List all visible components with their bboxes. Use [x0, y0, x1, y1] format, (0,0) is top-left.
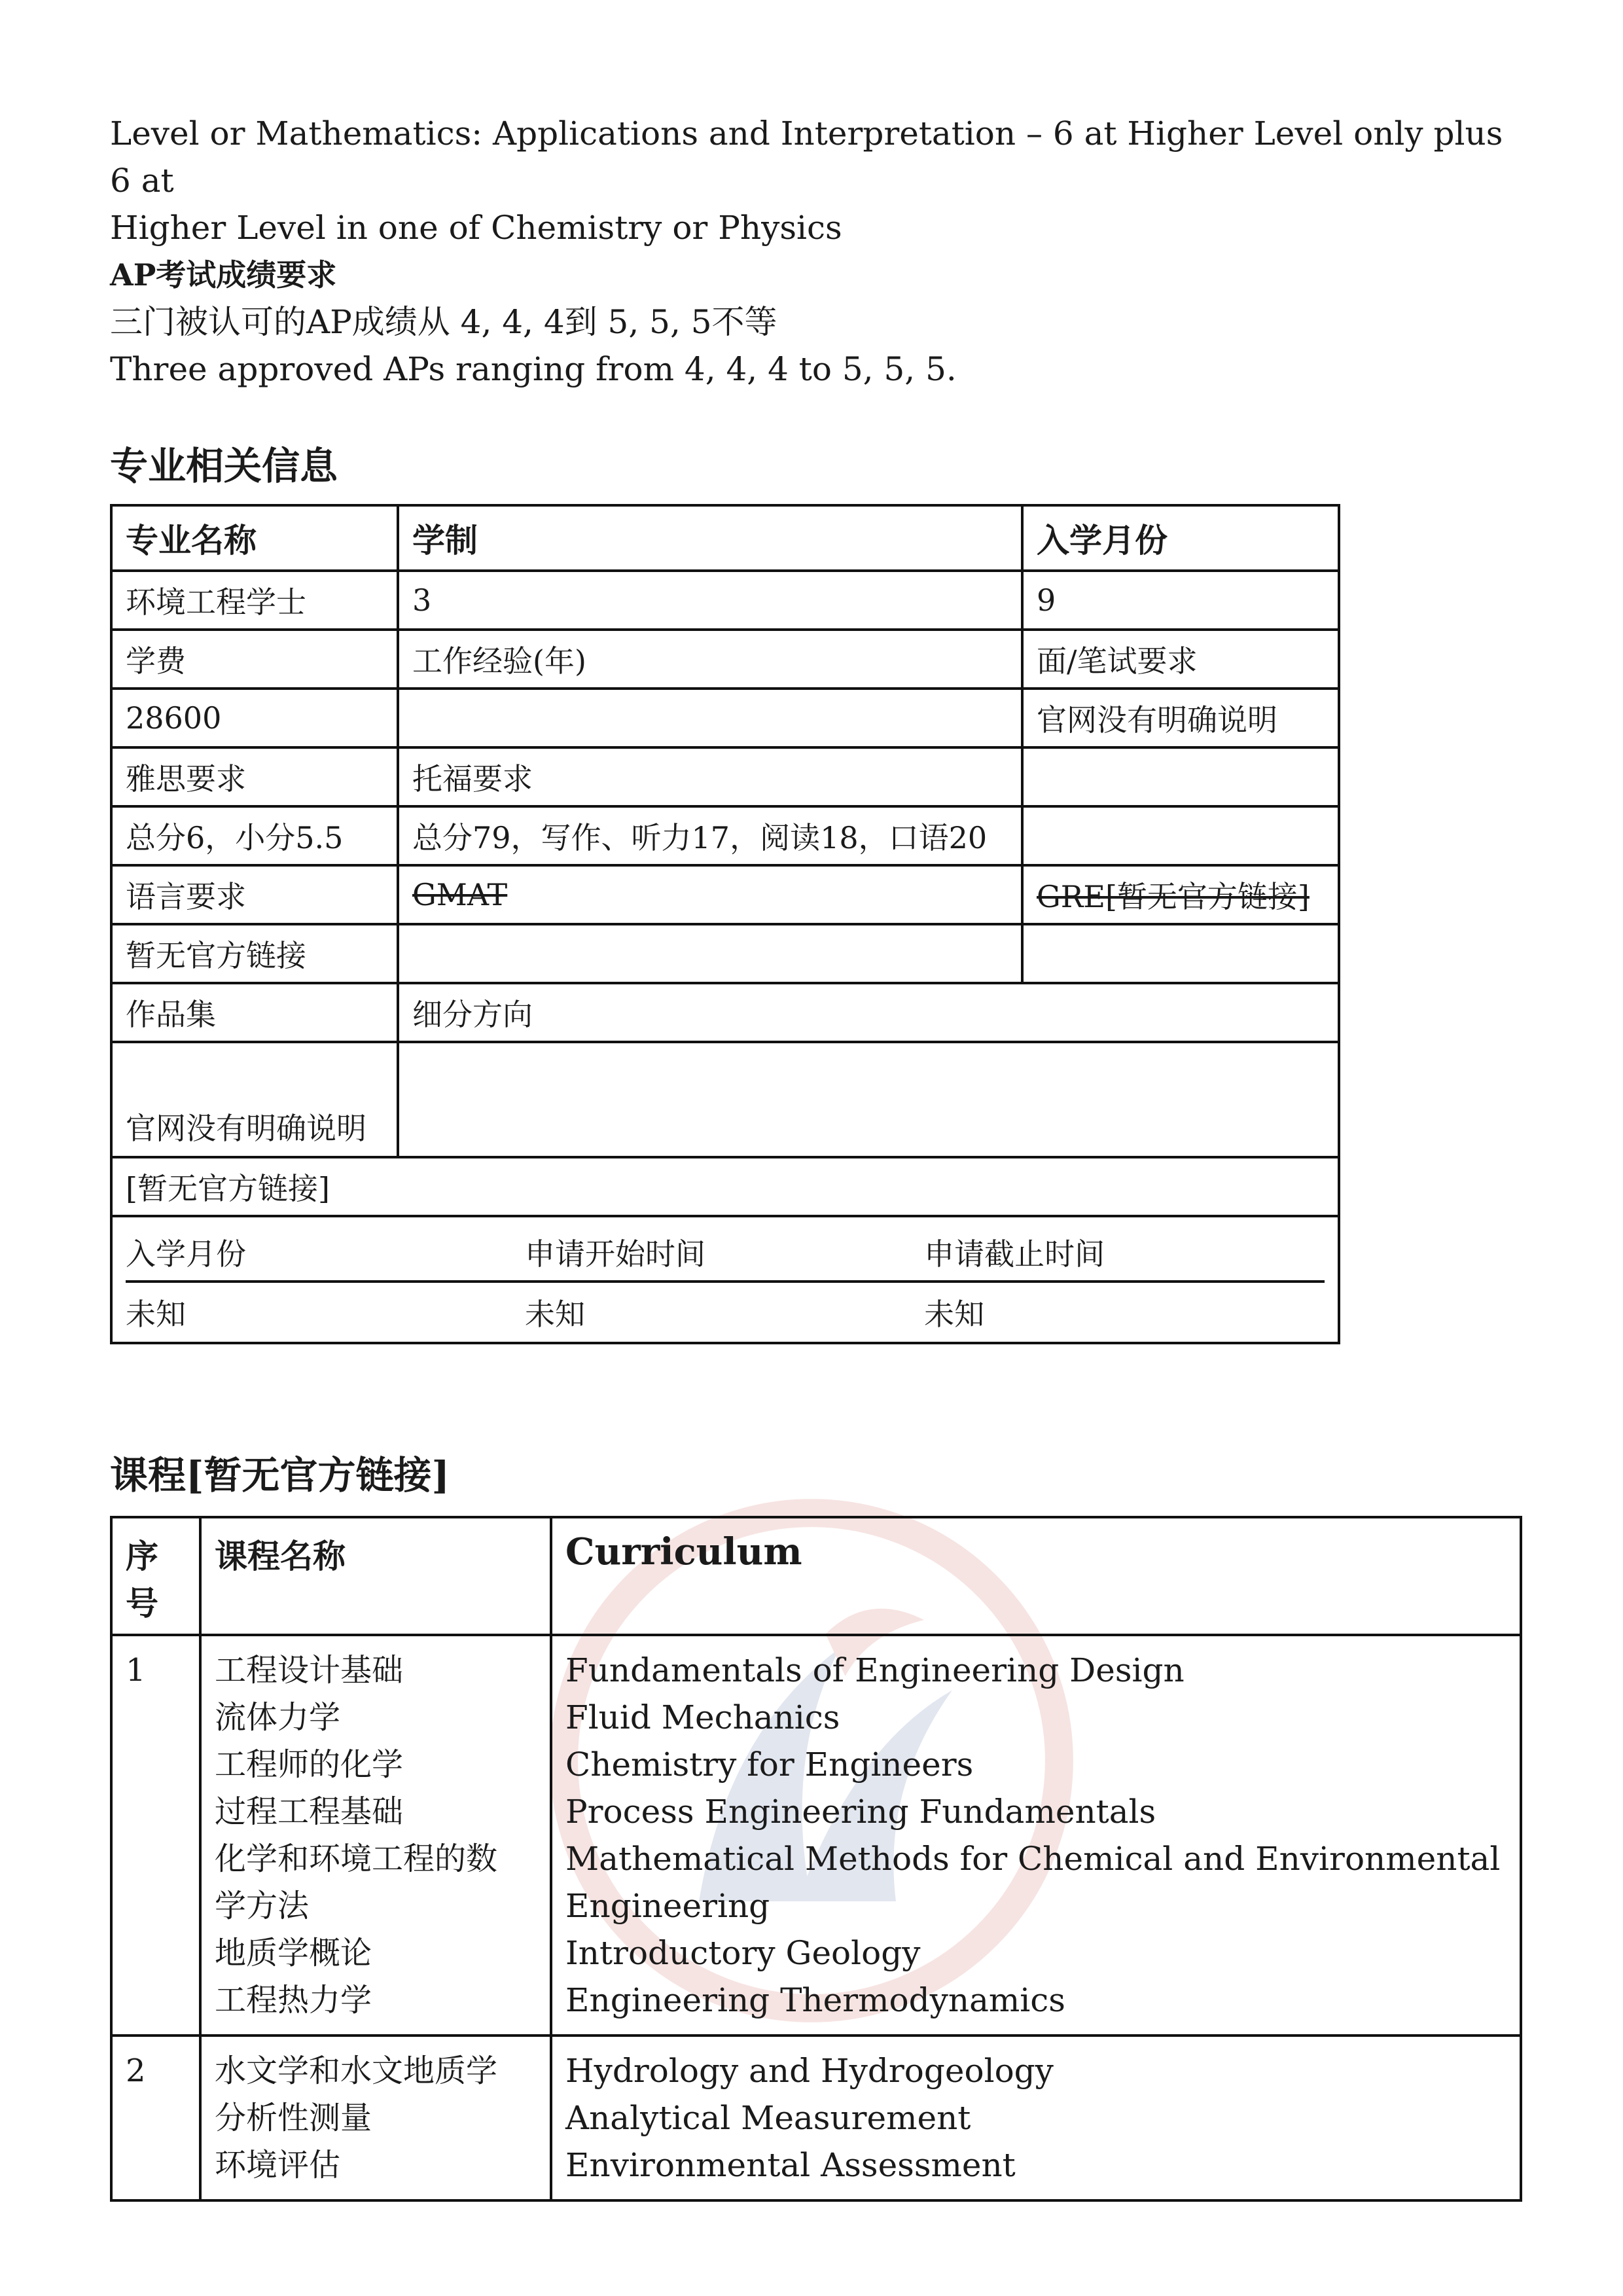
gmat-label: GMAT: [398, 865, 1022, 924]
intake-value: 9: [1022, 571, 1339, 630]
requirement-line-1: Level or Mathematics: Applications and Interpretation – 6 at Higher Level only plus 6 at: [110, 115, 1503, 200]
ap-requirement-cn: 三门被认可的AP成绩从 4, 4, 4到 5, 5, 5不等: [110, 303, 777, 341]
course-name-header: 课程名称: [200, 1517, 551, 1635]
tuition-value: 28600: [111, 689, 398, 747]
ap-heading: AP考试成绩要求: [110, 257, 337, 293]
course-en: Process Engineering Fundamentals: [565, 1793, 1156, 1831]
duration-value: 3: [398, 571, 1022, 630]
course-en: Environmental Assessment: [565, 2146, 1016, 2184]
course-en: Analytical Measurement: [565, 2099, 971, 2137]
course-cn: 分析性测量: [215, 2100, 372, 2136]
course-cn: 工程热力学: [215, 1982, 372, 2018]
course-en: Chemistry for Engineers: [565, 1746, 974, 1784]
work-experience-value: [398, 689, 1022, 747]
schedule-intake-header: 入学月份: [126, 1217, 525, 1282]
document-page: [110, 110, 1524, 2202]
portfolio-label: 作品集: [111, 983, 398, 1042]
schedule-deadline-value: 未知: [924, 1297, 985, 1332]
direction-label: 细分方向: [398, 983, 1339, 1042]
intro-block: [110, 110, 1524, 393]
portfolio-value: 官网没有明确说明: [111, 1042, 398, 1157]
schedule-open-header: 申请开始时间: [525, 1217, 924, 1282]
major-name-value: 环境工程学士: [111, 571, 398, 630]
language-value: 暂无官方链接: [111, 924, 398, 983]
course-en: Fundamentals of Engineering Design: [565, 1651, 1185, 1689]
gre-label: GRE[暂无官方链接]: [1022, 865, 1339, 924]
link-note: [暂无官方链接]: [111, 1157, 1339, 1216]
major-info-table: [110, 504, 1340, 1344]
course-cn: 学方法: [215, 1888, 310, 1924]
intake-header: 入学月份: [1022, 505, 1339, 571]
index-header-text: 序号: [126, 1537, 158, 1623]
ielts-value: 总分6，小分5.5: [111, 806, 398, 865]
table-row: [111, 1635, 1521, 2036]
empty-cell: [1022, 806, 1339, 865]
schedule-deadline-header: 申请截止时间: [924, 1217, 1325, 1282]
interview-label: 面/笔试要求: [1022, 630, 1339, 689]
toefl-value: 总分79，写作、听力17，阅读18，口语20: [398, 806, 1022, 865]
work-experience-label: 工作经验(年): [398, 630, 1022, 689]
table-row: [111, 2036, 1521, 2200]
curriculum-header: Curriculum: [551, 1517, 1521, 1635]
ap-requirement-en: Three approved APs ranging from 4, 4, 4 to 5, 5, 5.: [110, 350, 957, 388]
ielts-label: 雅思要求: [111, 747, 398, 806]
course-names-en: [551, 2036, 1521, 2200]
course-en: Introductory Geology: [565, 1934, 921, 1972]
requirement-line-2: Higher Level in one of Chemistry or Physics: [110, 209, 842, 247]
empty-cell: [1022, 747, 1339, 806]
course-section-title: 课程[暂无官方链接]: [110, 1453, 450, 1498]
course-cn: 地质学概论: [215, 1935, 372, 1971]
application-schedule: [111, 1216, 1339, 1343]
schedule-table: [126, 1217, 1325, 1342]
course-names-cn: [200, 1635, 551, 2036]
course-table: [110, 1516, 1522, 2202]
course-en: Engineering: [565, 1887, 770, 1925]
toefl-label: 托福要求: [398, 747, 1022, 806]
course-cn: 环境评估: [215, 2147, 341, 2183]
course-en: Engineering Thermodynamics: [565, 1981, 1065, 2019]
course-en: Mathematical Methods for Chemical and Environmental: [565, 1840, 1501, 1878]
empty-cell: [398, 924, 1022, 983]
direction-value: [398, 1042, 1339, 1157]
course-cn: 过程工程基础: [215, 1793, 404, 1830]
course-en: Hydrology and Hydrogeology: [565, 2052, 1054, 2090]
interview-value: 官网没有明确说明: [1022, 689, 1339, 747]
index-header: [111, 1517, 200, 1635]
row-index: 1: [111, 1635, 200, 2036]
course-names-en: [551, 1635, 1521, 2036]
course-cn: 工程设计基础: [215, 1652, 404, 1689]
course-cn: 流体力学: [215, 1699, 341, 1736]
course-cn: 化学和环境工程的数: [215, 1840, 498, 1877]
empty-cell: [1022, 924, 1339, 983]
course-names-cn: [200, 2036, 551, 2200]
course-cn: 水文学和水文地质学: [215, 2053, 498, 2089]
row-index: 2: [111, 2036, 200, 2200]
schedule-intake-value: 未知: [126, 1297, 186, 1332]
schedule-open-value: 未知: [525, 1297, 586, 1332]
duration-header: 学制: [398, 505, 1022, 571]
language-label: 语言要求: [111, 865, 398, 924]
tuition-label: 学费: [111, 630, 398, 689]
course-en: Fluid Mechanics: [565, 1698, 840, 1736]
major-section-title: 专业相关信息: [110, 444, 338, 488]
major-name-header: 专业名称: [111, 505, 398, 571]
course-cn: 工程师的化学: [215, 1746, 404, 1783]
